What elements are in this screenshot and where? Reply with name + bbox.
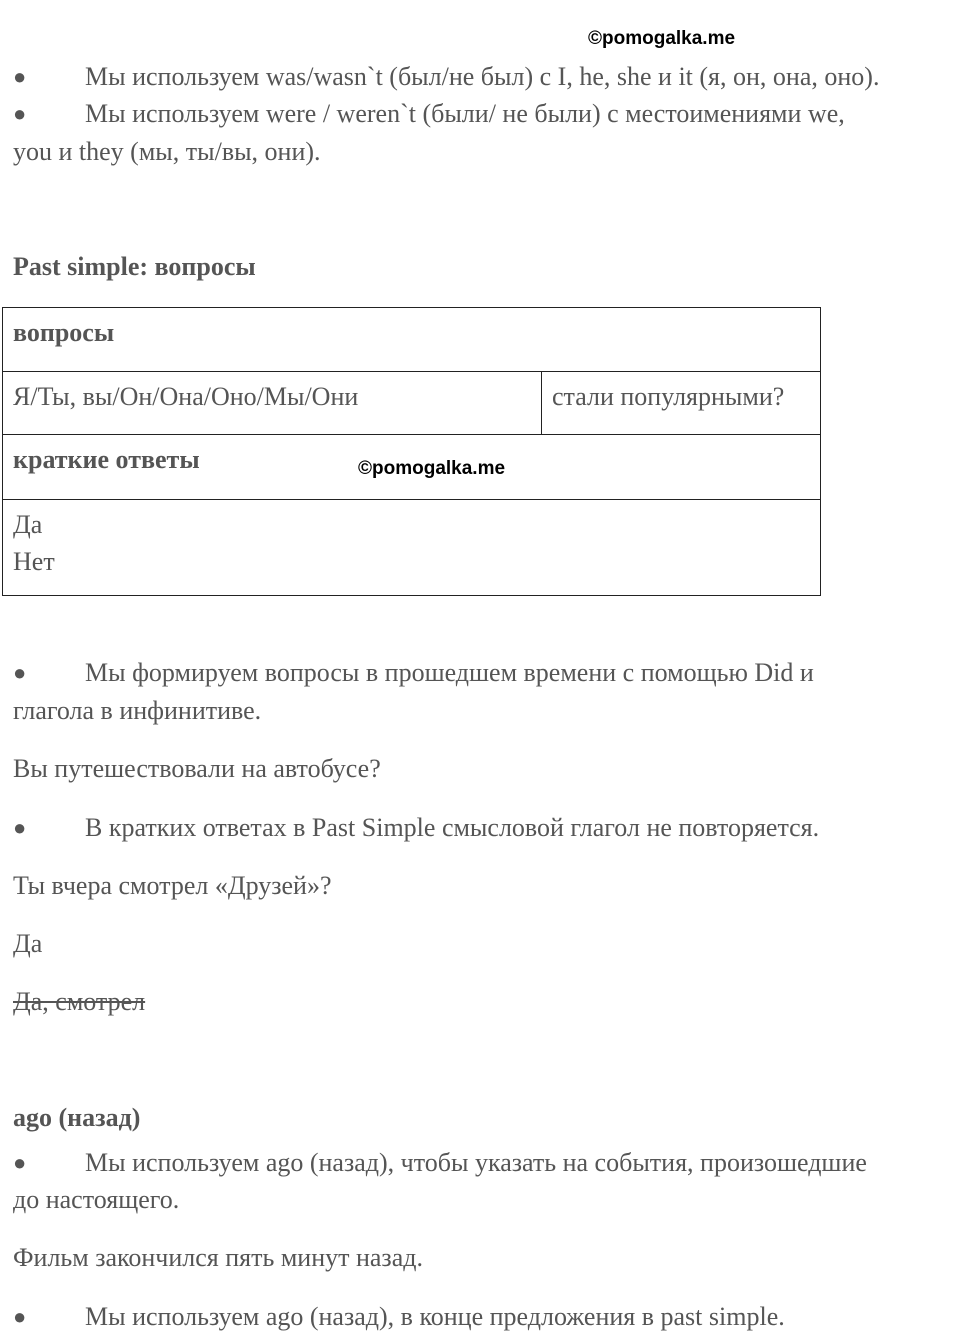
example-travel-bus: Вы путешествовали на автобусе?	[13, 754, 381, 783]
ago-bullet-1-line2: до настоящего.	[13, 1185, 180, 1214]
example-friends-wrong-answer: Да, смотрел	[13, 987, 146, 1016]
table-cell-subject: Я/Ты, вы/Он/Она/Оно/Мы/Они	[3, 372, 542, 435]
intro-bullet-2-line1: Мы используем were / weren`t (были/ не были) с местоимениями we,	[85, 99, 845, 128]
table-header-questions: вопросы	[3, 308, 821, 372]
answer-yes: Да	[13, 510, 43, 539]
note-bullet-1-line2: глагола в инфинитиве.	[13, 696, 262, 725]
table-header-short-answers: краткие ответы	[3, 435, 821, 500]
grammar-table	[2, 307, 821, 596]
bullet-dot-icon: ●	[13, 660, 27, 685]
note-bullet-2: В кратких ответах в Past Simple смысловой глагол не повторяется.	[85, 813, 820, 842]
table-cell-predicate: стали популярными?	[542, 372, 821, 435]
table-cell-answers	[3, 500, 821, 596]
bullet-dot-icon: ●	[13, 1304, 27, 1329]
watermark-top: ©pomogalka.me	[588, 28, 736, 49]
intro-bullet-2-line2: you и they (мы, ты/вы, они).	[13, 137, 321, 166]
section-title-ago: ago (назад)	[13, 1103, 141, 1132]
ago-bullet-1-line1: Мы используем ago (назад), чтобы указать на события, произошедшие	[85, 1148, 867, 1177]
section-title-past-simple-questions: Past simple: вопросы	[13, 252, 256, 281]
watermark-middle: ©pomogalka.me	[358, 458, 506, 479]
ago-bullet-2: Мы используем ago (назад), в конце предложения в past simple.	[85, 1302, 785, 1331]
intro-bullet-1: Мы используем was/wasn`t (был/не был) с I, he, she и it (я, он, она, оно).	[85, 62, 880, 91]
note-bullet-1-line1: Мы формируем вопросы в прошедшем времени с помощью Did и	[85, 658, 814, 687]
example-friends-answer: Да	[13, 929, 43, 958]
bullet-dot-icon: ●	[13, 815, 27, 840]
answer-no: Нет	[13, 547, 55, 576]
example-friends-question: Ты вчера смотрел «Друзей»?	[13, 871, 332, 900]
bullet-dot-icon: ●	[13, 101, 27, 126]
example-film-ended: Фильм закончился пять минут назад.	[13, 1243, 423, 1272]
bullet-dot-icon: ●	[13, 1150, 27, 1175]
bullet-dot-icon: ●	[13, 64, 27, 89]
